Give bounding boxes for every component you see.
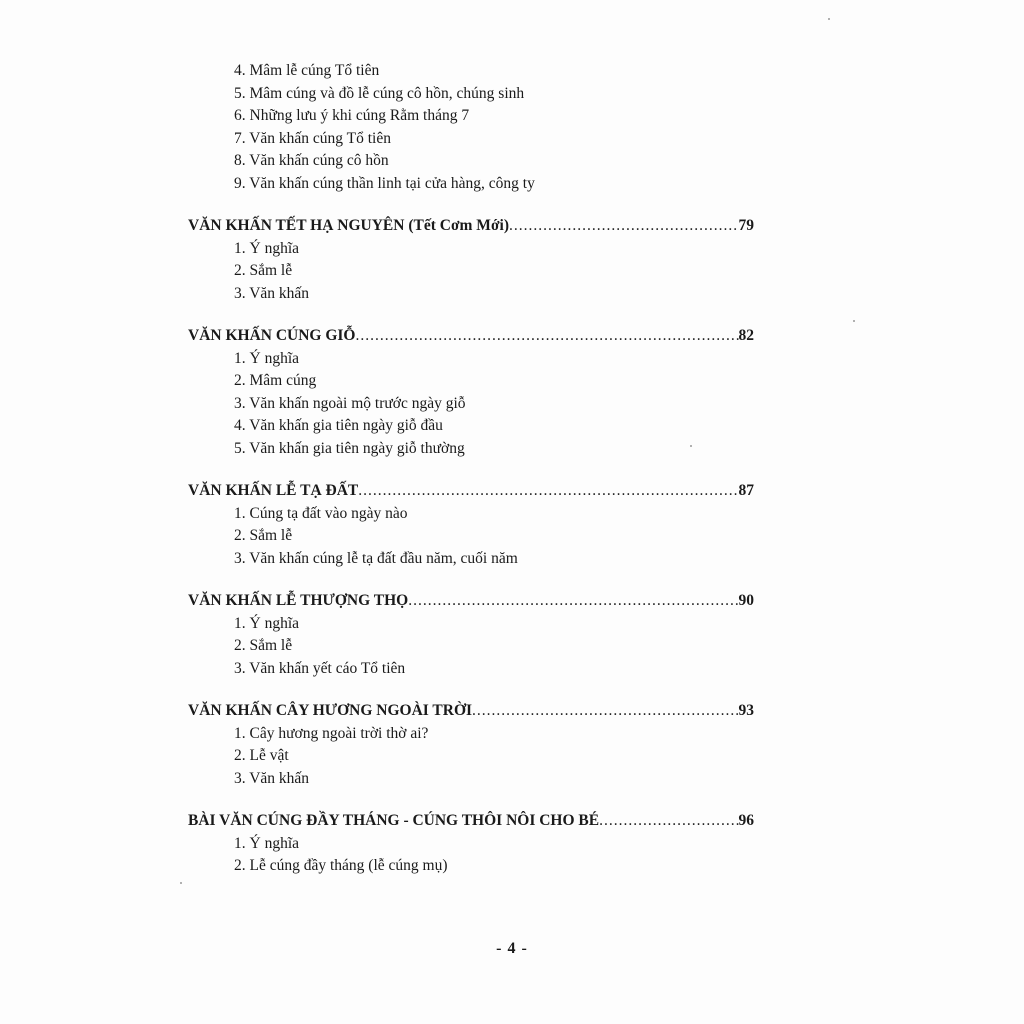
dot-leader bbox=[509, 215, 739, 238]
toc-item: 2. Mâm cúng bbox=[234, 372, 317, 389]
section-title: VĂN KHẤN LỄ THƯỢNG THỌ bbox=[188, 592, 409, 609]
toc-section-heading bbox=[188, 700, 754, 723]
section-title: VĂN KHẤN LỄ TẠ ĐẤT bbox=[188, 482, 359, 499]
toc-item: 4. Văn khấn gia tiên ngày giỗ đầu bbox=[234, 417, 443, 434]
page-number-footer: - 4 - bbox=[496, 940, 528, 957]
toc-section-heading bbox=[188, 215, 754, 238]
table-of-contents bbox=[188, 60, 768, 898]
section-page-number: 90 bbox=[738, 592, 754, 609]
toc-item: 1. Ý nghĩa bbox=[234, 239, 300, 257]
section-title: VĂN KHẤN TẾT HẠ NGUYÊN (Tết Cơm Mới) bbox=[188, 217, 509, 234]
toc-item: 1. Ý nghĩa bbox=[234, 614, 300, 632]
section-title: BÀI VĂN CÚNG ĐẦY THÁNG - CÚNG THÔI NÔI CHO BÉ bbox=[188, 812, 600, 829]
toc-item: 2. Sắm lễ bbox=[234, 262, 293, 279]
continued-item-list bbox=[188, 60, 768, 195]
section-title: VĂN KHẤN CÂY HƯƠNG NGOÀI TRỜI bbox=[188, 702, 473, 719]
scan-speck bbox=[828, 18, 830, 20]
section-item-list bbox=[188, 833, 768, 878]
toc-item: 3. Văn khấn yết cáo Tổ tiên bbox=[234, 659, 406, 677]
dot-leader bbox=[356, 325, 739, 348]
scan-speck bbox=[853, 320, 855, 322]
toc-item: 2. Lễ vật bbox=[234, 747, 289, 764]
toc-item: 7. Văn khấn cúng Tổ tiên bbox=[234, 129, 391, 147]
toc-section bbox=[188, 480, 768, 570]
toc-item: 6. Những lưu ý khi cúng Rằm tháng 7 bbox=[234, 107, 470, 124]
toc-item: 3. Văn khấn cúng lễ tạ đất đầu năm, cuối năm bbox=[234, 549, 518, 567]
toc-section bbox=[188, 325, 768, 460]
toc-item: 1. Ý nghĩa bbox=[234, 349, 300, 367]
dot-leader bbox=[358, 480, 738, 503]
dot-leader bbox=[408, 590, 738, 613]
toc-item: 1. Cúng tạ đất vào ngày nào bbox=[234, 504, 408, 522]
section-page-number: 93 bbox=[738, 702, 754, 719]
toc-section-heading bbox=[188, 325, 754, 348]
toc-item: 3. Văn khấn bbox=[234, 769, 310, 787]
toc-item: 9. Văn khấn cúng thần linh tại cửa hàng, công ty bbox=[234, 174, 535, 192]
toc-section-heading bbox=[188, 810, 754, 833]
toc-section bbox=[188, 810, 768, 878]
toc-item: 1. Ý nghĩa bbox=[234, 834, 300, 852]
scan-speck bbox=[690, 445, 692, 447]
toc-item: 1. Cây hương ngoài trời thờ ai? bbox=[234, 724, 429, 742]
toc-section bbox=[188, 700, 768, 790]
section-item-list bbox=[188, 613, 768, 681]
toc-item: 3. Văn khấn bbox=[234, 284, 310, 302]
toc-item: 4. Mâm lễ cúng Tổ tiên bbox=[234, 62, 380, 79]
section-title: VĂN KHẤN CÚNG GIỖ bbox=[188, 327, 356, 344]
section-page-number: 82 bbox=[738, 327, 754, 344]
toc-item: 2. Lễ cúng đầy tháng (lễ cúng mụ) bbox=[234, 857, 448, 874]
section-page-number: 87 bbox=[738, 482, 754, 499]
dot-leader bbox=[599, 810, 738, 833]
toc-section bbox=[188, 590, 768, 680]
section-item-list bbox=[188, 238, 768, 306]
toc-section bbox=[188, 215, 768, 305]
toc-item: 2. Sắm lễ bbox=[234, 637, 293, 654]
dot-leader bbox=[472, 700, 738, 723]
toc-item: 5. Mâm cúng và đồ lễ cúng cô hồn, chúng sinh bbox=[234, 84, 525, 102]
toc-section-heading bbox=[188, 590, 754, 613]
toc-item: 3. Văn khấn ngoài mộ trước ngày giỗ bbox=[234, 394, 466, 412]
toc-item: 2. Sắm lễ bbox=[234, 527, 293, 544]
toc-item: 5. Văn khấn gia tiên ngày giỗ thường bbox=[234, 439, 465, 457]
toc-section-heading bbox=[188, 480, 754, 503]
scan-speck bbox=[180, 882, 182, 884]
section-item-list bbox=[188, 503, 768, 571]
toc-item: 8. Văn khấn cúng cô hồn bbox=[234, 152, 389, 169]
section-item-list bbox=[188, 348, 768, 461]
section-page-number: 79 bbox=[738, 217, 754, 234]
section-item-list bbox=[188, 723, 768, 791]
section-page-number: 96 bbox=[738, 812, 754, 829]
